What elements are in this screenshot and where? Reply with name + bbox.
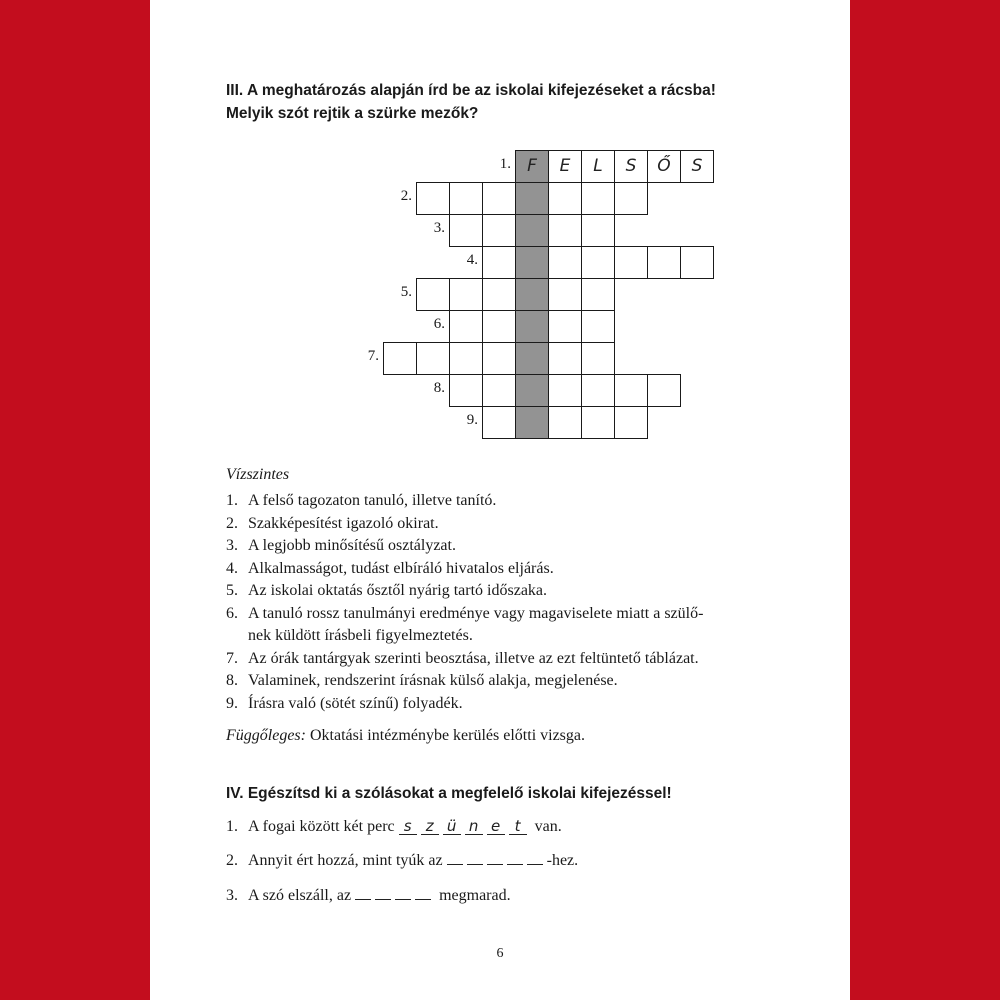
clue-text: Alkalmasságot, tudást elbíráló hivatalos eljárás. xyxy=(248,559,554,577)
clue-text: Az órák tantárgyak szerinti beosztása, illetve az ezt feltüntető táblázat. xyxy=(248,649,699,667)
crossword-cell[interactable] xyxy=(482,310,516,343)
clue-number: 5. xyxy=(226,582,238,599)
crossword-cell[interactable] xyxy=(548,246,582,279)
clue-text: Az iskolai oktatás ősztől nyárig tartó időszaka. xyxy=(248,582,548,599)
crossword-cell[interactable] xyxy=(482,214,516,247)
crossword-cell[interactable] xyxy=(581,310,615,343)
blank-slot xyxy=(507,850,523,865)
crossword-cell[interactable] xyxy=(581,406,615,439)
crossword-row-number: 2. xyxy=(400,188,412,204)
crossword-row-number: 5. xyxy=(400,284,412,300)
blank-slot xyxy=(447,850,463,865)
crossword-cell[interactable] xyxy=(581,214,615,247)
blank-slot xyxy=(355,885,371,900)
crossword-cell[interactable] xyxy=(647,150,681,183)
clue-item xyxy=(226,693,463,715)
crossword-gray-cell[interactable] xyxy=(515,374,549,407)
crossword-gray-cell[interactable] xyxy=(515,406,549,439)
clue-item xyxy=(226,648,699,670)
crossword-row-number: 7. xyxy=(367,348,379,364)
crossword-cell[interactable] xyxy=(416,278,450,311)
crossword-letter: F xyxy=(527,156,537,176)
clue-number: 2. xyxy=(226,514,238,532)
answer-letter: n xyxy=(465,818,483,835)
answer-letter: s xyxy=(399,818,417,835)
crossword-cell[interactable] xyxy=(548,374,582,407)
crossword-cell[interactable] xyxy=(416,342,450,375)
answer-letter: t xyxy=(509,818,527,835)
crossword-cell[interactable] xyxy=(548,342,582,375)
crossword-cell[interactable] xyxy=(449,310,483,343)
crossword-gray-cell[interactable] xyxy=(515,150,549,183)
crossword-cell[interactable] xyxy=(680,246,714,279)
vertical-clue-text: Oktatási intézménybe kerülés előtti vizsga. xyxy=(305,727,586,744)
crossword-letter: E xyxy=(559,156,571,176)
blank-slot xyxy=(527,850,543,865)
saying-answer-blank[interactable] xyxy=(355,887,435,904)
saying-1 xyxy=(226,817,562,836)
crossword-cell[interactable] xyxy=(581,374,615,407)
crossword-gray-cell[interactable] xyxy=(515,214,549,247)
saying-answer-fill[interactable] xyxy=(399,817,531,835)
saying-text-after: megmarad. xyxy=(439,887,511,904)
clue-number: 7. xyxy=(226,649,238,667)
crossword-cell[interactable] xyxy=(614,182,648,215)
crossword-letter: S xyxy=(625,156,637,176)
crossword-cell[interactable] xyxy=(647,246,681,279)
workbook-page xyxy=(150,0,850,1000)
clue-item xyxy=(226,558,554,580)
crossword-cell[interactable] xyxy=(449,342,483,375)
saying-answer-blank[interactable] xyxy=(447,852,547,869)
crossword-cell[interactable] xyxy=(581,246,615,279)
answer-letter: z xyxy=(421,818,439,835)
saying-3 xyxy=(226,885,511,905)
crossword-cell[interactable] xyxy=(416,182,450,215)
crossword-cell[interactable] xyxy=(680,150,714,183)
section-3-heading: III. A meghatározás alapján írd be az iskolai kifejezéseket a rácsba! xyxy=(226,82,716,99)
clue-number: 4. xyxy=(226,559,238,577)
clue-text: Írásra való (sötét színű) folyadék. xyxy=(248,694,463,712)
saying-2 xyxy=(226,850,578,870)
crossword-cell[interactable] xyxy=(449,374,483,407)
clue-text: A tanuló rossz tanulmányi eredménye vagy magaviselete miatt a szülő- xyxy=(248,604,704,622)
saying-text-before: A szó elszáll, az xyxy=(248,887,352,904)
blank-slot xyxy=(395,885,411,900)
blank-slot xyxy=(467,850,483,865)
crossword-cell[interactable] xyxy=(548,182,582,215)
clue-number: 3. xyxy=(226,537,238,554)
crossword-row-number: 3. xyxy=(433,220,445,236)
clue-text: Valaminek, rendszerint írásnak külső alakja, megjelenése. xyxy=(248,672,618,689)
section-3-question: Melyik szót rejtik a szürke mezők? xyxy=(226,105,479,122)
saying-text-after: -hez. xyxy=(546,852,579,869)
crossword-letter: S xyxy=(691,156,703,176)
section-4-heading: IV. Egészítsd ki a szólásokat a megfelelő iskolai kifejezéssel! xyxy=(226,785,672,802)
right-red-border xyxy=(850,0,1000,1000)
clue-item xyxy=(226,535,456,557)
saying-text-before: A fogai között két perc xyxy=(248,818,395,835)
crossword-cell[interactable] xyxy=(449,278,483,311)
clue-number: 1. xyxy=(226,492,238,509)
crossword-cell[interactable] xyxy=(482,342,516,375)
crossword-cell[interactable] xyxy=(383,342,417,375)
crossword-gray-cell[interactable] xyxy=(515,182,549,215)
crossword-row-number: 9. xyxy=(466,412,478,428)
crossword-row-number: 1. xyxy=(499,156,511,172)
crossword-cell[interactable] xyxy=(548,406,582,439)
saying-text-before: Annyit ért hozzá, mint tyúk az xyxy=(248,852,443,869)
crossword-row-number: 6. xyxy=(433,316,445,332)
crossword-gray-cell[interactable] xyxy=(515,310,549,343)
crossword-cell[interactable] xyxy=(482,278,516,311)
saying-text-after: van. xyxy=(534,818,562,835)
clue-number: 6. xyxy=(226,604,238,622)
horizontal-clues-label: Vízszintes xyxy=(226,466,290,483)
clue-item xyxy=(226,603,703,625)
clue-text: Szakképesítést igazoló okirat. xyxy=(248,514,439,532)
crossword-cell[interactable] xyxy=(482,182,516,215)
page-number: 6 xyxy=(496,946,504,961)
crossword-gray-cell[interactable] xyxy=(515,342,549,375)
clue-text: A felső tagozaton tanuló, illetve tanító. xyxy=(248,492,497,509)
answer-letter: ü xyxy=(443,818,461,835)
vertical-clue xyxy=(226,727,585,745)
clue-item xyxy=(226,580,547,602)
clue-item xyxy=(226,490,496,512)
crossword-cell[interactable] xyxy=(581,342,615,375)
clue-text: A legjobb minősítésű osztályzat. xyxy=(248,537,456,554)
crossword-cell[interactable] xyxy=(581,182,615,215)
crossword-cell[interactable] xyxy=(614,246,648,279)
answer-letter: e xyxy=(487,818,505,835)
crossword-gray-cell[interactable] xyxy=(515,278,549,311)
clue-text: nek küldött írásbeli figyelmeztetés. xyxy=(248,627,473,644)
crossword-cell[interactable] xyxy=(449,182,483,215)
crossword-cell[interactable] xyxy=(581,150,615,183)
clue-item xyxy=(226,625,473,647)
crossword-cell[interactable] xyxy=(548,278,582,311)
crossword-cell[interactable] xyxy=(449,214,483,247)
crossword-cell[interactable] xyxy=(482,406,516,439)
saying-number: 2. xyxy=(226,852,238,869)
crossword-cell[interactable] xyxy=(647,374,681,407)
clue-item xyxy=(226,513,439,535)
clue-item xyxy=(226,670,618,692)
crossword-cell[interactable] xyxy=(548,310,582,343)
crossword-cell[interactable] xyxy=(482,246,516,279)
crossword-cell[interactable] xyxy=(614,150,648,183)
blank-slot xyxy=(375,885,391,900)
crossword-row-number: 8. xyxy=(433,380,445,396)
crossword-letter: L xyxy=(593,156,603,176)
crossword-row-number: 4. xyxy=(466,252,478,268)
crossword-letter: Ő xyxy=(657,156,671,176)
saying-number: 3. xyxy=(226,887,238,904)
clue-number: 8. xyxy=(226,672,238,689)
crossword-cell[interactable] xyxy=(614,374,648,407)
left-red-border xyxy=(0,0,150,1000)
crossword-cell[interactable] xyxy=(614,406,648,439)
saying-number: 1. xyxy=(226,818,238,835)
crossword-cell[interactable] xyxy=(482,374,516,407)
crossword-cell[interactable] xyxy=(581,278,615,311)
blank-slot xyxy=(415,885,431,900)
vertical-clue-label: Függőleges: xyxy=(226,727,306,744)
crossword-gray-cell[interactable] xyxy=(515,246,549,279)
clue-number: 9. xyxy=(226,694,238,712)
blank-slot xyxy=(487,850,503,865)
crossword-cell[interactable] xyxy=(548,150,582,183)
crossword-cell[interactable] xyxy=(548,214,582,247)
